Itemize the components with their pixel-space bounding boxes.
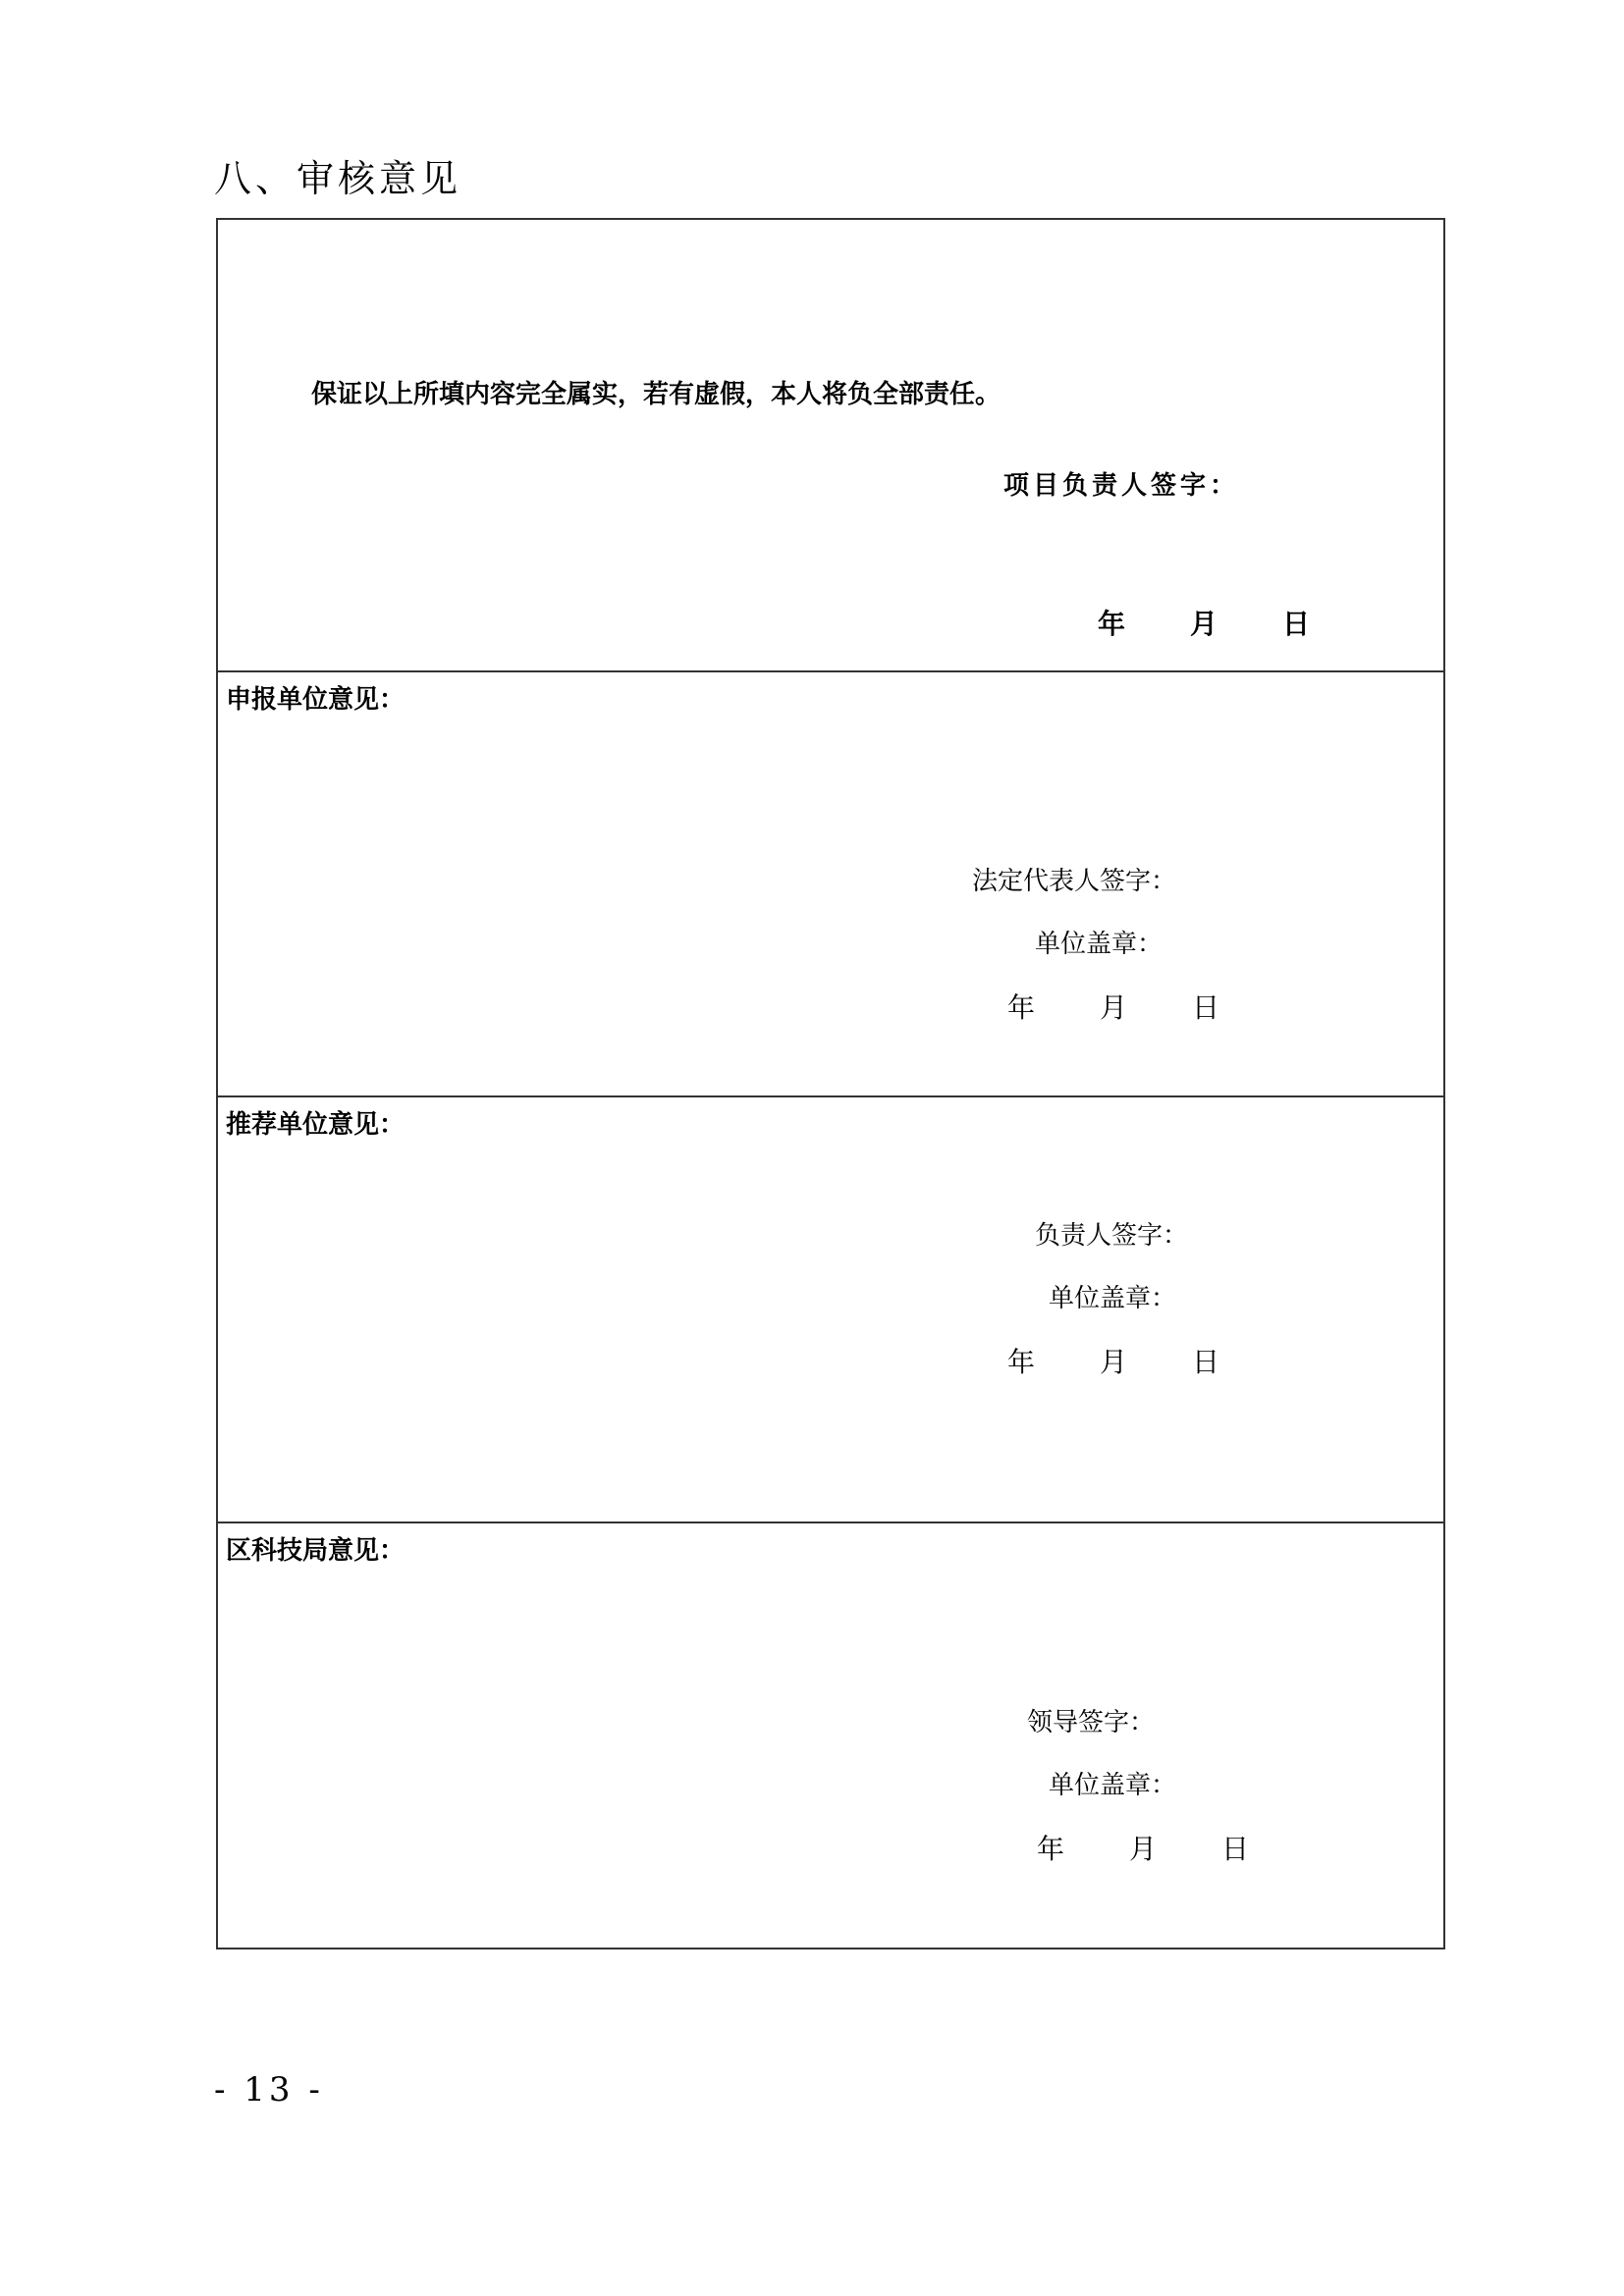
section-heading: 八、审核意见 bbox=[214, 157, 462, 200]
recommending-unit-cell bbox=[218, 1097, 1443, 1523]
date-day-label: 日 bbox=[1221, 1833, 1250, 1865]
page-number: - 13 - bbox=[214, 2070, 324, 2109]
pledge-text: 保证以上所填内容完全属实，若有虚假，本人将负全部责任。 bbox=[311, 380, 1001, 409]
date-month-label: 月 bbox=[1129, 1833, 1158, 1865]
declaration-cell bbox=[218, 220, 1443, 672]
date-year-label: 年 bbox=[1098, 608, 1126, 640]
date-month-label: 月 bbox=[1100, 1346, 1128, 1378]
date-month-label: 月 bbox=[1190, 608, 1218, 640]
date-day-label: 日 bbox=[1282, 608, 1311, 640]
date-month-label: 月 bbox=[1100, 991, 1128, 1024]
unit-seal-label: 单位盖章： bbox=[1035, 930, 1164, 959]
date-day-label: 日 bbox=[1192, 1346, 1220, 1378]
unit-seal-label: 单位盖章： bbox=[1049, 1771, 1177, 1800]
applicant-unit-title: 申报单位意见： bbox=[226, 685, 406, 715]
district-bureau-title: 区科技局意见： bbox=[226, 1536, 406, 1566]
legal-representative-signature-label: 法定代表人签字： bbox=[972, 867, 1177, 896]
responsible-person-signature-label: 负责人签字： bbox=[1035, 1221, 1189, 1251]
date-day-label: 日 bbox=[1192, 991, 1220, 1024]
district-bureau-cell bbox=[218, 1523, 1443, 1948]
leader-signature-label: 领导签字： bbox=[1027, 1708, 1156, 1737]
review-opinion-table bbox=[216, 218, 1445, 1949]
recommending-unit-title: 推荐单位意见： bbox=[226, 1110, 406, 1140]
applicant-unit-cell bbox=[218, 672, 1443, 1097]
date-year-label: 年 bbox=[1007, 1346, 1036, 1378]
date-year-label: 年 bbox=[1007, 991, 1036, 1024]
unit-seal-label: 单位盖章： bbox=[1049, 1284, 1177, 1313]
project-leader-signature-label: 项目负责人签字： bbox=[1003, 471, 1240, 501]
date-year-label: 年 bbox=[1037, 1833, 1065, 1865]
